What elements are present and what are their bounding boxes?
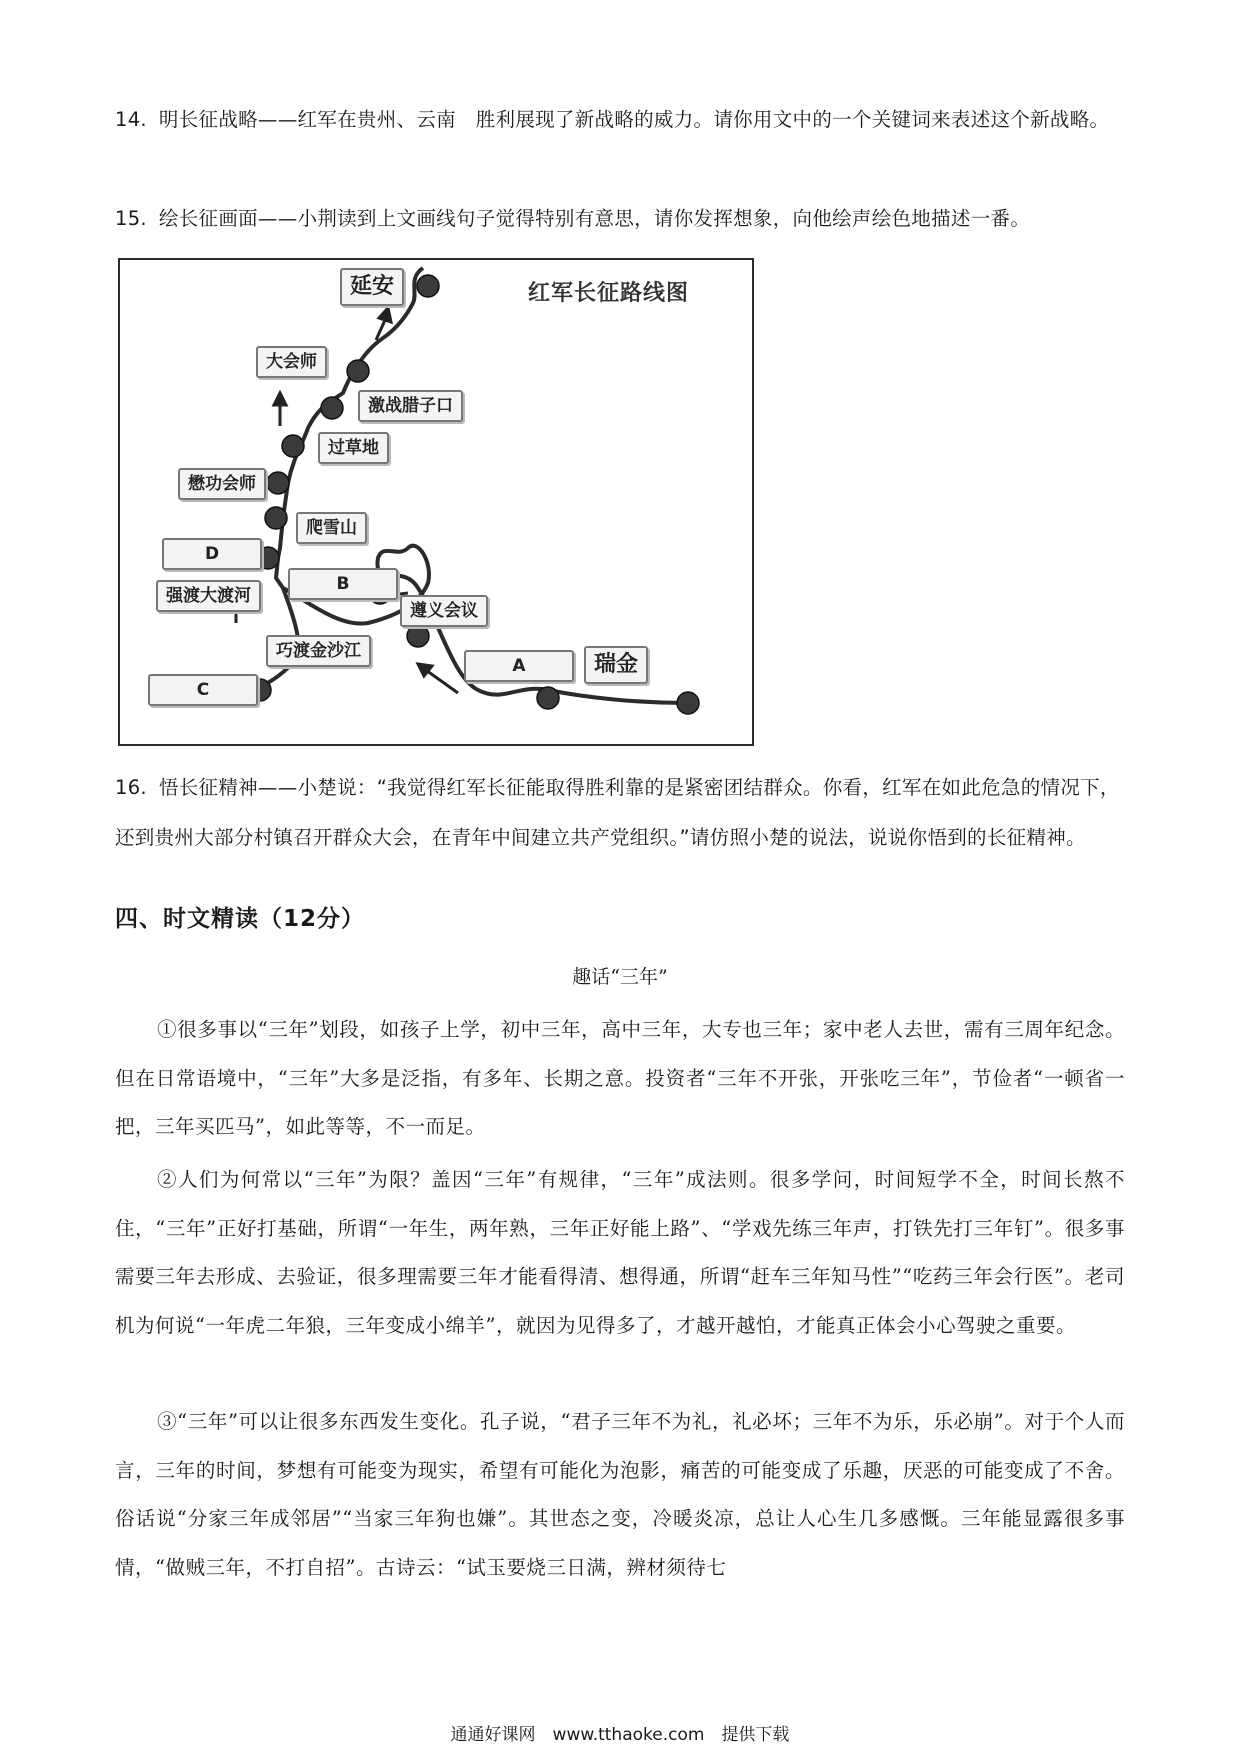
question-text: 绘长征画面——小荆读到上文画线句子觉得特别有意思，请你发挥想象，向他绘声绘色地描述一番。 [158,207,1031,230]
route-node-yanan [417,275,439,297]
label-zunyi: 遵义会议 [400,595,488,627]
question-number: 15. [115,207,147,230]
long-march-route-map [118,258,754,746]
route-node-maogong [267,472,289,494]
question-14 [115,95,1125,145]
arrow-icon [379,308,391,322]
route-node-caodi [282,435,304,457]
question-number: 14. [115,108,147,131]
question-15 [115,194,1125,244]
arrow-icon [274,393,286,405]
label-c: C [148,674,258,706]
section-title: 四、时文精读（12分） [115,906,366,932]
article-title: 趣话“三年” [572,966,668,988]
label-caodi: 过草地 [318,432,389,464]
question-16 [115,763,1125,863]
label-a: A [464,650,574,682]
label-jinsha: 巧渡金沙江 [266,635,371,667]
article-paragraph-1: ①很多事以“三年”划段，如孩子上学，初中三年，高中三年，大专也三年；家中老人去世，需有三周年纪念。但在日常语境中，“三年”大多是泛指，有多年、长期之意。投资者“三年不开张，开张吃三年”，节俭者“一顿省一把，三年买匹马”，如此等等，不一而足。 [115,1018,1125,1138]
label-d: D [162,538,262,570]
label-ruijin: 瑞金 [584,646,648,684]
route-node-dahuishi [347,360,369,382]
map-title: 红军长征路线图 [528,281,690,306]
article-paragraph-3: ③“三年”可以让很多东西发生变化。孔子说，“君子三年不为礼，礼必坏；三年不为乐，乐必崩”。对于个人而言，三年的时间，梦想有可能变为现实，希望有可能化为泡影，痛苦的可能变成了乐趣，厌恶的可能变成了不舍。俗话说“分家三年成邻居”“当家三年狗也嫌”。其世态之变，冷暖炎凉，总让人心生几多感慨。三年能显露很多事情，“做贼三年，不打自招”。古诗云：“试玉要烧三日满，辨材须待七 [115,1410,1125,1579]
label-daduhe: 强渡大渡河 [156,580,261,612]
question-number: 16. [115,776,147,799]
question-text: 悟长征精神——小楚说：“我觉得红军长征能取得胜利靠的是紧密团结群众。你看，红军在如此危急的情况下，还到贵州大部分村镇召开群众大会，在青年中间建立共产党组织。”请仿照小楚的说法，说说你悟到的长征精神。 [115,776,1120,849]
question-text: 明长征战略——红军在贵州、云南 胜利展现了新战略的威力。请你用文中的一个关键词来表述这个新战略。 [158,108,1110,131]
label-lazikou: 激战腊子口 [358,390,463,422]
route-node [537,687,559,709]
label-b: B [288,568,398,600]
page-footer: 通通好课网 www.tthaoke.com 提供下载 [450,1725,790,1745]
label-dahuishi: 大会师 [256,346,327,378]
route-path [118,258,754,746]
route-node-lazikou [321,397,343,419]
route-node-ruijin [677,692,699,714]
article-paragraph-2: ②人们为何常以“三年”为限？盖因“三年”有规律，“三年”成法则。很多学问，时间短学不全，时间长熬不住，“三年”正好打基础，所谓“一年生，两年熟，三年正好能上路”、“学戏先练三年声，打铁先打三年钉”。很多事需要三年去形成、去验证，很多理需要三年才能看得清、想得通，所谓“赶车三年知马性”“吃药三年会行医”。老司机为何说“一年虎二年狼，三年变成小绵羊”，就因为见得多了，才越开越怕，才能真正体会小心驾驶之重要。 [115,1168,1125,1337]
label-yanan: 延安 [340,268,404,306]
route-node-jinsha [407,625,429,647]
label-xueshan: 爬雪山 [296,512,367,544]
label-maogong: 懋功会师 [178,468,266,500]
route-node-xueshan [265,507,287,529]
